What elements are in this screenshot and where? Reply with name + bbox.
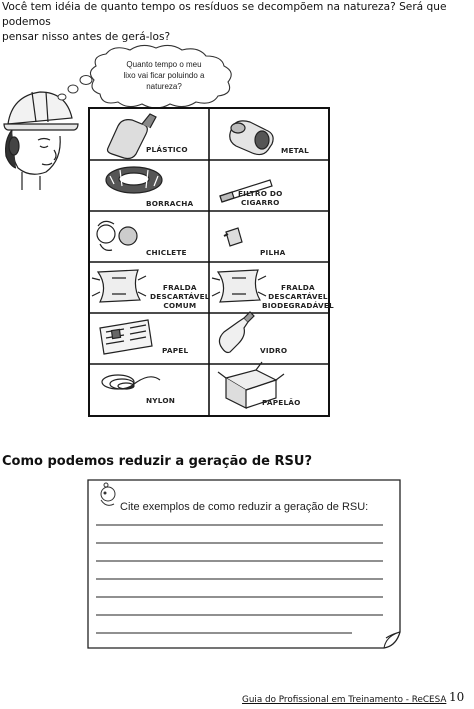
tire-icon — [106, 167, 162, 193]
intro-line-1: Você tem idéia de quanto tempo os resíduos se decompõem na natureza? Será que podemos — [2, 1, 447, 28]
thought-bubble-trail — [58, 76, 92, 101]
footer-title: Guia do Profissional em Treinamento - ReCESA — [242, 695, 447, 705]
label-metal: METAL — [281, 146, 309, 155]
label-papel: PAPEL — [162, 346, 189, 355]
label-papelao: PAPELÃO — [262, 398, 301, 407]
worker-with-helmet-icon — [4, 92, 78, 190]
label-chiclete: CHICLETE — [146, 248, 187, 257]
thought-bubble-line-3: natureza? — [146, 82, 182, 91]
page-number: 10 — [449, 690, 465, 704]
label-fralda-biodegradavel: FRALDA DESCARTÁVEL BIODEGRADÁVEL — [262, 283, 334, 310]
label-pilha: PILHA — [260, 248, 286, 257]
thought-bubble-text — [95, 59, 233, 92]
glass-bottle-icon — [219, 312, 254, 353]
section-heading: Como podemos reduzir a geração de RSU? — [2, 454, 312, 469]
label-fralda-comum: FRALDA DESCARTÁVEL COMUM — [150, 283, 210, 310]
thought-bubble-line-1: Quanto tempo o meu — [126, 60, 202, 69]
intro-line-2: pensar nisso antes de gerá-los? — [2, 31, 171, 43]
label-vidro: VIDRO — [260, 346, 288, 355]
biodegradable-diaper-icon — [212, 270, 266, 302]
metal-can-icon — [230, 121, 273, 155]
answer-card-prompt: Cite exemplos de como reduzir a geração de RSU: — [120, 501, 369, 513]
diaper-icon — [92, 270, 146, 302]
label-nylon: NYLON — [146, 396, 176, 405]
battery-icon — [224, 228, 242, 246]
label-borracha: BORRACHA — [146, 199, 194, 208]
newspaper-icon — [100, 320, 152, 354]
thought-bubble-line-2: lixo vai ficar poluindo a — [123, 71, 205, 80]
nylon-coil-icon — [102, 375, 160, 389]
label-plastico: PLÁSTICO — [146, 145, 188, 154]
bubble-gum-icon — [97, 221, 137, 250]
label-filtro-cigarro: FILTRO DO CIGARRO — [238, 189, 283, 207]
